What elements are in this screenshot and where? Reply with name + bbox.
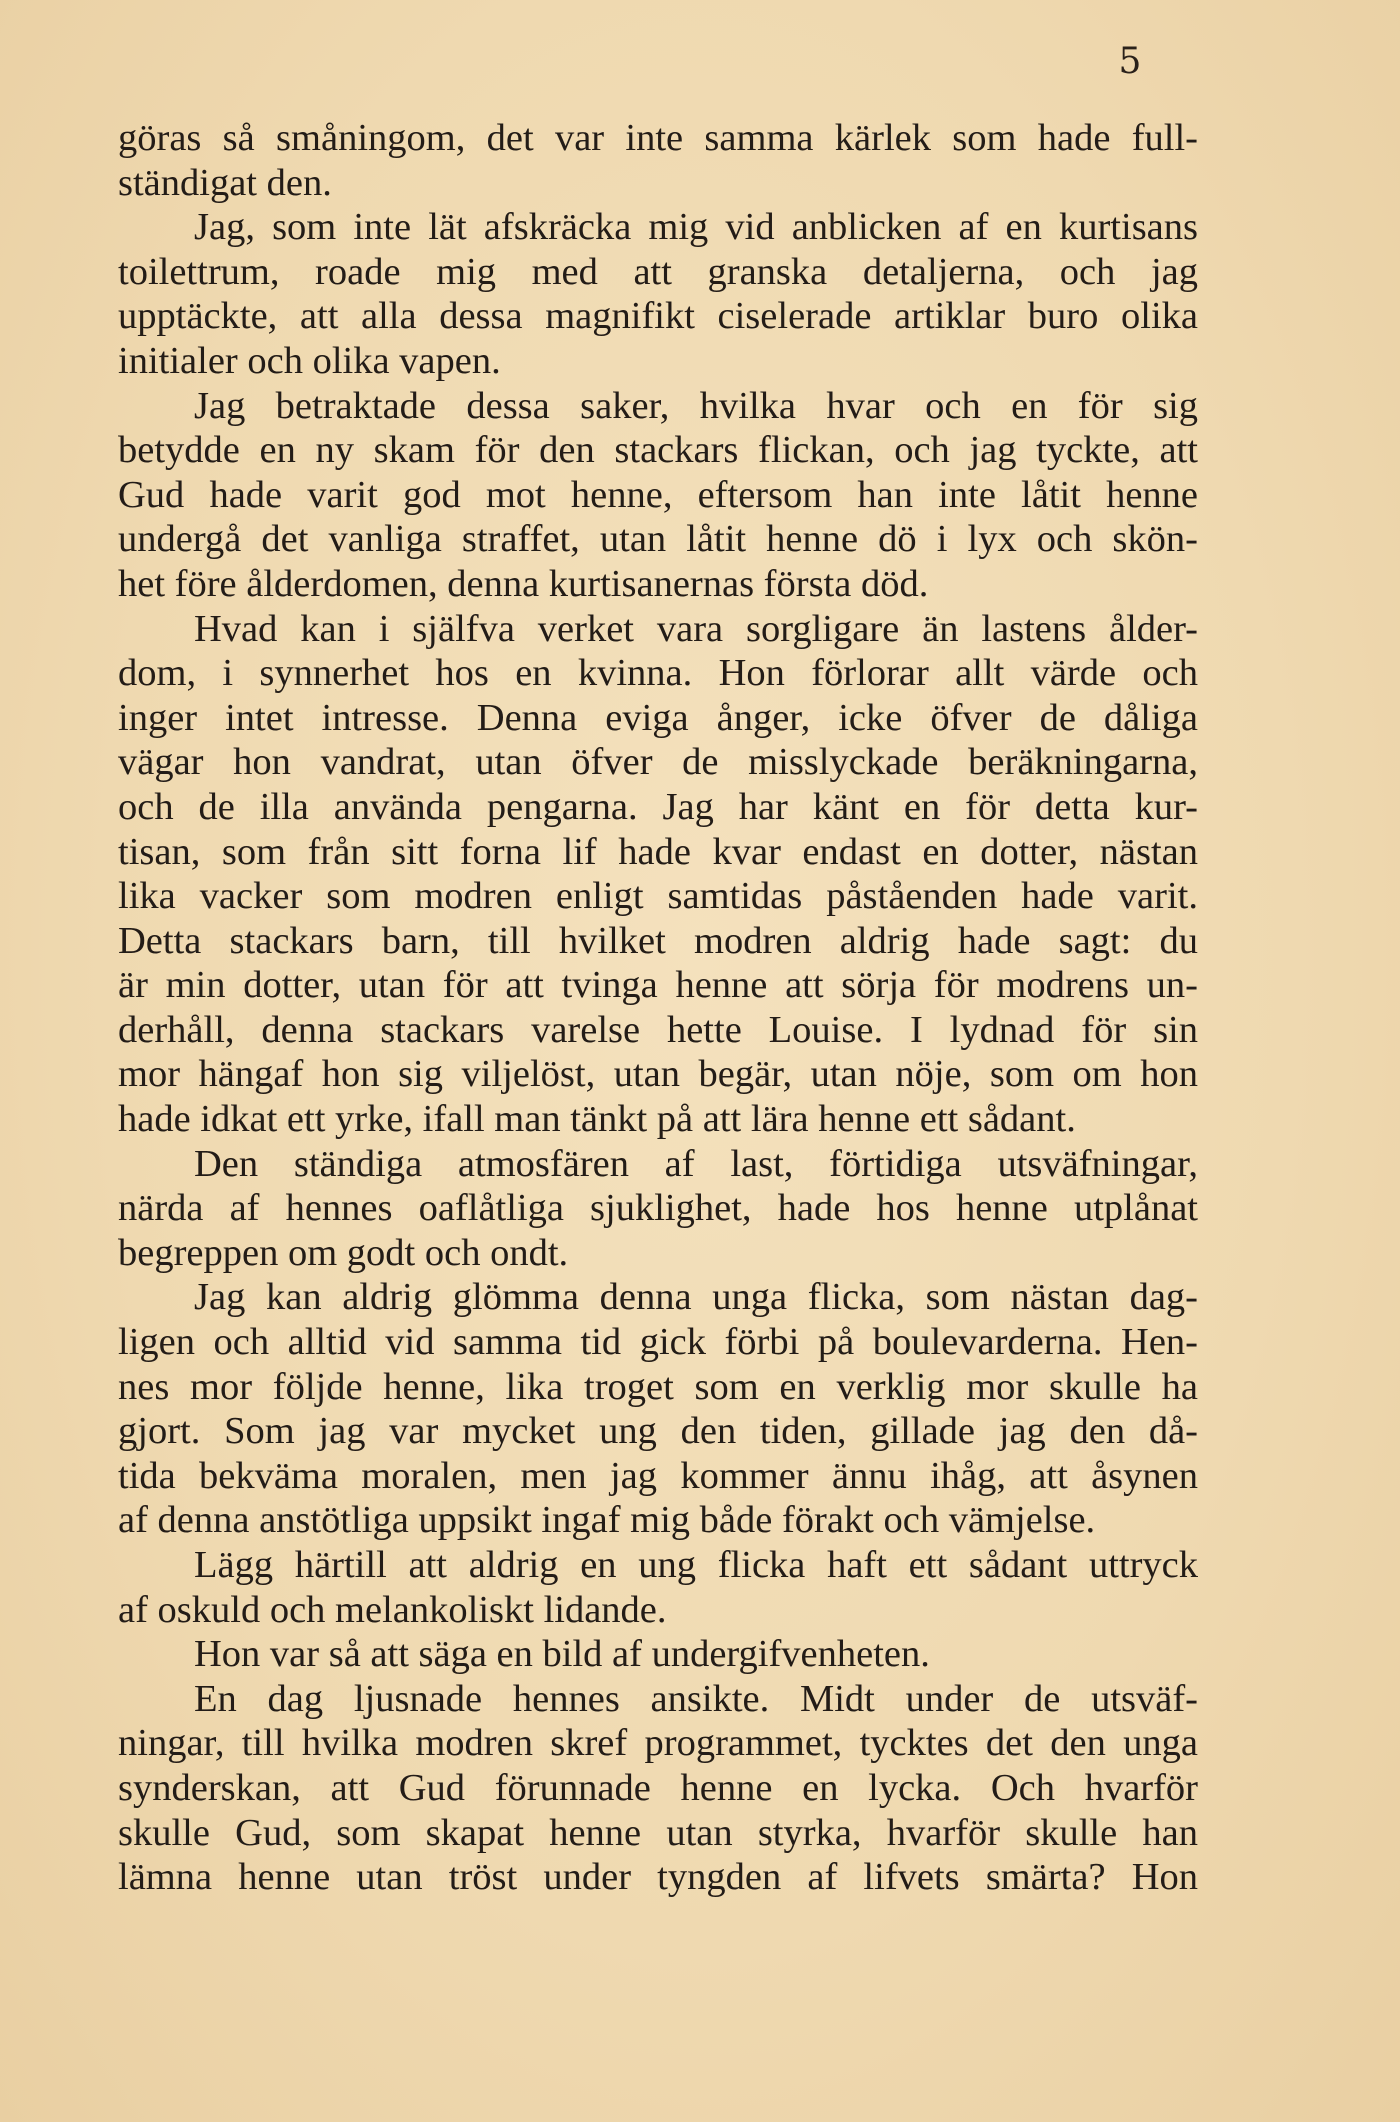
text-line: mor hängaf hon sig viljelöst, utan begär, utan nöje, som om hon — [118, 1053, 1198, 1096]
text-line: toilettrum, roade mig med att granska detaljerna, och jag — [118, 250, 1198, 293]
text-line: göras så småningom, det var inte samma kärlek som hade full- — [118, 117, 1198, 159]
text-line: synderskan, att Gud förunnade henne en lycka. Och hvarför — [118, 1766, 1198, 1809]
text-line: Jag kan aldrig glömma denna unga flicka, som nästan dag- — [194, 1276, 1198, 1319]
text-line: skulle Gud, som skapat henne utan styrka, hvarför skulle han — [118, 1811, 1198, 1854]
text-line: nes mor följde henne, lika troget som en verklig mor skulle ha — [118, 1365, 1198, 1408]
page-number: 5 — [1118, 41, 1142, 82]
text-line: är min dotter, utan för att tvinga henne att sörja för modrens un- — [118, 964, 1198, 1007]
text-line: Jag, som inte lät afskräcka mig vid anblicken af en kurtisans — [194, 206, 1198, 249]
text-line: dom, i synnerhet hos en kvinna. Hon förlorar allt värde och — [118, 652, 1198, 695]
text-line: Jag betraktade dessa saker, hvilka hvar och en för sig — [194, 384, 1198, 427]
text-line: af oskuld och melankoliskt lidande. — [118, 1588, 667, 1631]
text-line: tida bekväma moralen, men jag kommer ännu ihåg, att åsynen — [118, 1454, 1198, 1497]
text-line: ständigat den. — [118, 161, 332, 204]
text-line: lika vacker som modren enligt samtidas påståenden hade varit. — [118, 875, 1198, 918]
text-line: En dag ljusnade hennes ansikte. Midt under de utsväf- — [194, 1677, 1198, 1720]
text-line: hade idkat ett yrke, ifall man tänkt på att lära henne ett sådant. — [118, 1098, 1076, 1141]
text-line: ningar, till hvilka modren skref programmet, tycktes det den unga — [118, 1722, 1198, 1765]
text-line: initialer och olika vapen. — [118, 339, 501, 382]
text-line: af denna anstötliga uppsikt ingaf mig både förakt och vämjelse. — [118, 1499, 1096, 1542]
text-line: upptäckte, att alla dessa magnifikt ciselerade artiklar buro olika — [118, 295, 1198, 338]
text-line: betydde en ny skam för den stackars flickan, och jag tyckte, att — [118, 429, 1198, 472]
text-line: närda af hennes oaflåtliga sjuklighet, hade hos henne utplånat — [118, 1187, 1198, 1230]
text-line: ligen och alltid vid samma tid gick förbi på boulevarderna. Hen- — [118, 1321, 1198, 1364]
text-line: gjort. Som jag var mycket ung den tiden, gillade jag den då- — [118, 1410, 1198, 1453]
text-line: undergå det vanliga straffet, utan låtit henne dö i lyx och skön- — [118, 518, 1198, 561]
text-line: inger intet intresse. Denna eviga ånger, icke öfver de dåliga — [118, 696, 1198, 739]
text-line: Detta stackars barn, till hvilket modren aldrig hade sagt: du — [118, 919, 1198, 962]
text-line: lämna henne utan tröst under tyngden af lifvets smärta? Hon — [118, 1856, 1198, 1899]
text-line: het före ålderdomen, denna kurtisanernas första död. — [118, 562, 929, 605]
body-text — [118, 116, 1198, 1900]
text-line: Lägg härtill att aldrig en ung flicka haft ett sådant uttryck — [194, 1544, 1198, 1586]
text-line: Hon var så att säga en bild af undergifvenheten. — [194, 1633, 930, 1676]
text-line: Den ständiga atmosfären af last, förtidiga utsväfningar, — [194, 1142, 1198, 1185]
text-line: Gud hade varit god mot henne, eftersom han inte låtit henne — [118, 473, 1198, 516]
text-line: och de illa använda pengarna. Jag har känt en för detta kur- — [118, 785, 1198, 828]
text-line: derhåll, denna stackars varelse hette Louise. I lydnad för sin — [118, 1008, 1198, 1051]
text-line: Hvad kan i själfva verket vara sorgligare än lastens ålder- — [194, 607, 1198, 650]
text-line: tisan, som från sitt forna lif hade kvar endast en dotter, nästan — [118, 830, 1198, 873]
text-line: vägar hon vandrat, utan öfver de misslyckade beräkningarna, — [118, 741, 1198, 784]
text-line: begreppen om godt och ondt. — [118, 1231, 569, 1274]
